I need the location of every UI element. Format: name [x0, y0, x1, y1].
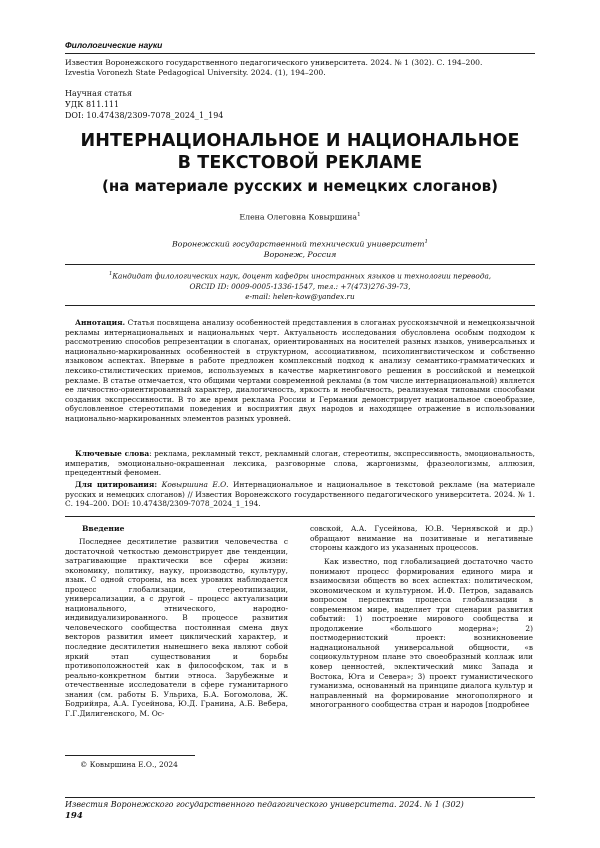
intro-heading: Введение — [82, 524, 125, 533]
citation — [65, 480, 535, 509]
journal-ru: Известия Воронежского государственного педагогического университета. 2024. № 1 (302). С. 194–200. — [65, 58, 483, 67]
author-info-line-3: e-mail: helen-kow@yandex.ru — [245, 292, 355, 302]
abstract-text: Статья посвящена анализу особенностей представления в слоганах русскоязычной и немецкоязычной рекламы интернациональных и национальных черт. Актуальность исследования обусловлена особым подходом к рассмотрению способов репрезентации в слоганах, ориентированных на носителей разных языков, универсальных и национально-маркированных особенностей в структурном, ассоциативном, психолингвистическом и собственно языковом аспектах. Впервые в работе предложен комплексный подход к анализу семантико-грамматических и лексико-стилистических приемов, используемых в качестве маркетингового решения в российской и немецкой рекламе. В статье отмечается, что общими чертами современной рекламы (в том числе интернациональной) является ее личностно-ориентированный характер, диалогичность, яркость и необычность, реализуемая типовыми способами создания экспрессивности. В то же время реклама России и Германии демонстрирует национальное своеобразие, обусловленное стереотипами поведения и восприятия двух народов и находящее отражение в использовании национально-маркированных элементов разных уровней. — [65, 318, 535, 423]
footnote-rule — [65, 755, 195, 756]
author-info-line-2: ORCID ID: 0009-0005-1336-1547, тел.: +7(473)276-39-73, — [189, 281, 411, 291]
header-rule — [65, 53, 535, 54]
footer-journal: Известия Воронежского государственного педагогического университета. 2024. № 1 (302) — [65, 800, 464, 809]
author-info — [60, 269, 540, 303]
article-meta — [65, 88, 223, 121]
author-sup: 1 — [357, 212, 361, 218]
copyright: © Ковыршина Е.О., 2024 — [80, 760, 178, 769]
abstract-label: Аннотация. — [75, 318, 126, 327]
footer-rule — [65, 797, 535, 798]
body-rule — [65, 516, 535, 517]
journal-en: Izvestia Voronezh State Pedagogical University. 2024. (1), 194–200. — [65, 68, 326, 77]
keywords — [65, 449, 535, 478]
author-info-line-1: $^1$Кандидат филологических наук, доцент кафедры иностранных языков и технологии перевода, — [108, 271, 492, 281]
affiliation: Воронежский государственный технический университет — [171, 239, 425, 249]
affiliation-line — [60, 237, 540, 250]
citation-label: Для цитирования: — [75, 480, 158, 489]
column-2-part-2: Как известно, под глобализацией достаточно часто понимают процесс формирования единого мира и взаимосвязи обществ во всех аспектах: политическом, экономическом и культурном. И.Ф. Петров, задаваясь вопросом перспектив процесса глобализации в современном мире, выделяет три сценария развития событий: 1) построение мирового сообщества и продолжение «большого модерна»; 2) постмодернистский проект: возникновение наднациональной универсальной общности, «в социокультурном плане это своеобразный коллаж или ковер ценностей, эклектический микс Запада и Востока, Юга и Севера»; 3) проект гуманистического гуманизма, основанный на принципе диалога культур и направленный на формирование многополярного и многогранного сообщества стран и народов [подробнее — [310, 557, 533, 710]
column-1: Последнее десятилетие развития человечества с достаточной четкостью демонстрирует две тенденции, затрагивающие практически все сферы жизни: экономику, политику, науку, производство, культуру, язык. С одной стороны, на всех уровнях наблюдается процесс глобализации, стереотипизации, универсализации, а с другой – процесс актуализации национального, этнического, народно-индивидуализированного. В процессе развития человеческого сообщества постоянная смена двух векторов развития имеет циклический характер, и последние десятилетия нынешнего века являют собой яркий этап существования и борьбы противоположностей как в философском, так и в реально-конкретном бытии этноса. Зарубежные и отечественные исследователи в сфере гуманитарного знания (см. работы Б. Ульриха, Б.А. Богомолова, Ж. Бодрийяра, А.А. Гусейнова, Ю.Д. Гранина, А.Б. Вебера, Г.Г.Дилигенского, М. Ос- — [65, 537, 288, 718]
author-info-rule — [65, 264, 535, 265]
keywords-text: : реклама, рекламный текст, рекламный слоган, стереотипы, экспрессивность, эмоциональность, императив, эмоционально-окрашенная лексика, разговорные слова, жаргонизмы, фразеологизмы, аллюзия, прецедентный феномен. — [65, 449, 535, 478]
page-number: 194 — [65, 811, 83, 821]
doi: DOI: 10.47438/2309-7078_2024_1_194 — [65, 111, 224, 120]
journal-citation-header — [65, 58, 545, 78]
author-line — [60, 210, 540, 223]
author-info-sup: 1 — [108, 271, 113, 277]
affiliation-sup: 1 — [424, 239, 429, 245]
abstract — [65, 318, 535, 424]
author-info-rule-bottom — [65, 305, 535, 306]
city: Воронеж, Россия — [263, 250, 337, 259]
udc: УДК 811.111 — [65, 100, 120, 109]
section-label: Филологические науки — [65, 40, 163, 50]
citation-text: Интернациональное и национальное в текстовой рекламе (на материале русских и немецких слоганов) // Известия Воронежского государственного педагогического университета. 2024. № 1. С. 194–200. DOI: 10.47438/2309-7078_2024_1_194. — [65, 480, 535, 509]
keywords-label: Ключевые слова — [75, 449, 150, 458]
title-line-2: В ТЕКСТОВОЙ РЕКЛАМЕ — [177, 153, 423, 173]
subtitle: (на материале русских и немецких слоганов) — [101, 177, 499, 195]
title-line-1: ИНТЕРНАЦИОНАЛЬНОЕ И НАЦИОНАЛЬНОЕ — [80, 131, 520, 151]
column-2-part-1: совской, А.А. Гусейнова, Ю.В. Чернявской и др.) обращают внимание на позитивные и негативные стороны каждого из указанных процессов. — [310, 524, 533, 553]
citation-author: Ковыршина Е.О. — [161, 480, 229, 489]
author-name: Елена Олеговна Ковыршина — [239, 212, 358, 222]
article-type: Научная статья — [65, 89, 132, 98]
